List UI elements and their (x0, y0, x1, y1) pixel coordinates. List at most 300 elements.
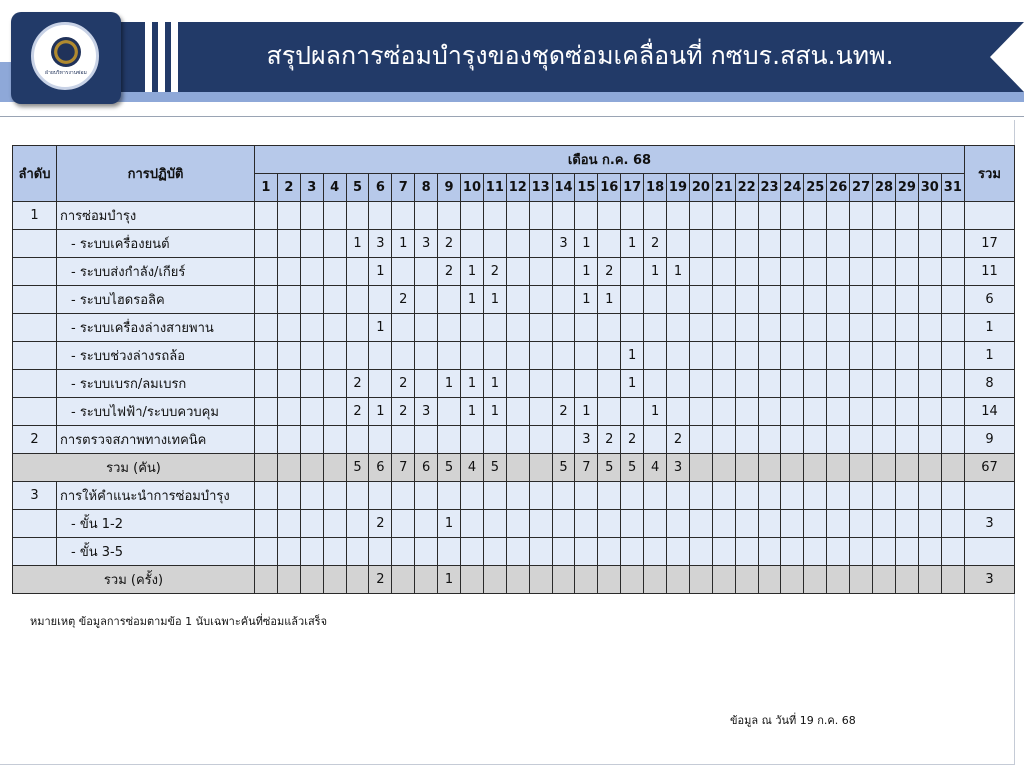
col-header-day: 7 (392, 174, 415, 202)
day-cell: 2 (392, 286, 415, 314)
col-header-task: การปฏิบัติ (57, 146, 255, 202)
col-header-day: 23 (758, 174, 781, 202)
day-cell (712, 314, 735, 342)
day-cell (461, 482, 484, 510)
day-cell (483, 538, 506, 566)
col-header-day: 5 (346, 174, 369, 202)
day-cell (415, 370, 438, 398)
day-cell (277, 426, 300, 454)
day-cell (781, 482, 804, 510)
day-cell (277, 230, 300, 258)
col-header-day: 8 (415, 174, 438, 202)
day-cell (735, 482, 758, 510)
day-cell (873, 538, 896, 566)
day-cell (644, 482, 667, 510)
day-cell (918, 538, 941, 566)
day-cell (758, 566, 781, 594)
day-cell (506, 538, 529, 566)
day-cell (415, 426, 438, 454)
day-cell (529, 482, 552, 510)
day-cell (323, 342, 346, 370)
day-cell: 1 (369, 258, 392, 286)
day-cell (598, 398, 621, 426)
day-cell (758, 258, 781, 286)
day-cell (323, 314, 346, 342)
day-cell (667, 370, 690, 398)
day-cell (941, 258, 964, 286)
day-cell (827, 370, 850, 398)
day-cell (575, 202, 598, 230)
day-cell (323, 482, 346, 510)
day-cell (323, 566, 346, 594)
day-cell (758, 426, 781, 454)
day-cell (415, 566, 438, 594)
day-cell (300, 314, 323, 342)
col-header-day: 11 (483, 174, 506, 202)
day-cell (850, 566, 873, 594)
day-cell: 3 (575, 426, 598, 454)
row-number (13, 370, 57, 398)
day-cell (506, 482, 529, 510)
day-cell (438, 398, 461, 426)
day-cell: 5 (346, 454, 369, 482)
day-cell: 2 (392, 398, 415, 426)
day-cell (827, 314, 850, 342)
day-cell (712, 230, 735, 258)
day-cell (644, 426, 667, 454)
row-total: 11 (964, 258, 1014, 286)
row-total: 14 (964, 398, 1014, 426)
day-cell: 3 (415, 398, 438, 426)
day-cell (827, 482, 850, 510)
day-cell: 1 (461, 370, 484, 398)
day-cell: 2 (392, 370, 415, 398)
day-cell (918, 482, 941, 510)
day-cell: 5 (483, 454, 506, 482)
col-header-month: เดือน ก.ค. 68 (255, 146, 965, 174)
day-cell (827, 566, 850, 594)
day-cell (689, 538, 712, 566)
row-number (13, 342, 57, 370)
day-cell (621, 314, 644, 342)
day-cell (895, 314, 918, 342)
day-cell (461, 202, 484, 230)
day-cell (781, 454, 804, 482)
row-total: 17 (964, 230, 1014, 258)
col-header-day: 6 (369, 174, 392, 202)
day-cell: 6 (415, 454, 438, 482)
row-number (13, 510, 57, 538)
day-cell (552, 342, 575, 370)
header-stripe (158, 22, 165, 92)
day-cell: 1 (438, 510, 461, 538)
day-cell (895, 454, 918, 482)
gear-emblem-icon (51, 37, 81, 67)
day-cell (689, 202, 712, 230)
day-cell (392, 426, 415, 454)
row-total (964, 202, 1014, 230)
day-cell (255, 314, 278, 342)
day-cell (827, 342, 850, 370)
day-cell (689, 370, 712, 398)
day-cell (323, 202, 346, 230)
day-cell (850, 538, 873, 566)
row-number (13, 314, 57, 342)
day-cell: 1 (621, 230, 644, 258)
total-label: รวม (ครั้ง) (13, 566, 255, 594)
day-cell (621, 258, 644, 286)
day-cell (712, 286, 735, 314)
day-cell (827, 426, 850, 454)
day-cell (689, 426, 712, 454)
table-row (13, 286, 1015, 314)
day-cell (735, 566, 758, 594)
day-cell (552, 426, 575, 454)
day-cell (873, 482, 896, 510)
day-cell (895, 202, 918, 230)
day-cell: 3 (369, 230, 392, 258)
day-cell (827, 202, 850, 230)
day-cell (277, 314, 300, 342)
day-cell (735, 286, 758, 314)
day-cell (781, 314, 804, 342)
day-cell (369, 202, 392, 230)
day-cell (506, 398, 529, 426)
day-cell (529, 398, 552, 426)
row-number (13, 258, 57, 286)
day-cell (255, 230, 278, 258)
row-label: - ระบบช่วงล่างรถล้อ (57, 342, 255, 370)
day-cell (827, 258, 850, 286)
day-cell (941, 286, 964, 314)
day-cell (941, 398, 964, 426)
day-cell (850, 258, 873, 286)
day-cell (873, 314, 896, 342)
total-row (13, 454, 1015, 482)
day-cell (735, 510, 758, 538)
day-cell: 1 (644, 398, 667, 426)
day-cell (438, 342, 461, 370)
data-as-of: ข้อมูล ณ วันที่ 19 ก.ค. 68 (730, 714, 856, 727)
day-cell (918, 202, 941, 230)
day-cell (758, 314, 781, 342)
day-cell (804, 454, 827, 482)
day-cell: 1 (667, 258, 690, 286)
day-cell (438, 426, 461, 454)
day-cell (873, 230, 896, 258)
day-cell (918, 566, 941, 594)
day-cell (895, 566, 918, 594)
col-header-day: 19 (667, 174, 690, 202)
day-cell (941, 510, 964, 538)
day-cell (552, 538, 575, 566)
day-cell (415, 202, 438, 230)
col-header-no: ลำดับ (13, 146, 57, 202)
day-cell (506, 230, 529, 258)
day-cell (758, 510, 781, 538)
day-cell (689, 566, 712, 594)
day-cell (300, 202, 323, 230)
day-cell: 4 (461, 454, 484, 482)
day-cell (667, 566, 690, 594)
day-cell (392, 538, 415, 566)
day-cell (918, 370, 941, 398)
day-cell (323, 230, 346, 258)
day-cell (461, 342, 484, 370)
header-stripe (145, 22, 152, 92)
col-header-day: 3 (300, 174, 323, 202)
col-header-day: 4 (323, 174, 346, 202)
day-cell (667, 342, 690, 370)
day-cell (300, 426, 323, 454)
day-cell (873, 510, 896, 538)
day-cell (598, 314, 621, 342)
day-cell (781, 258, 804, 286)
day-cell (712, 370, 735, 398)
day-cell (346, 258, 369, 286)
day-cell (346, 566, 369, 594)
day-cell (392, 482, 415, 510)
day-cell (529, 202, 552, 230)
day-cell: 1 (483, 370, 506, 398)
col-header-total: รวม (964, 146, 1014, 202)
day-cell (255, 398, 278, 426)
day-cell (827, 454, 850, 482)
row-label: - ขั้น 3-5 (57, 538, 255, 566)
day-cell (644, 538, 667, 566)
col-header-day: 22 (735, 174, 758, 202)
day-cell (689, 510, 712, 538)
day-cell (300, 566, 323, 594)
day-cell (873, 566, 896, 594)
day-cell (667, 510, 690, 538)
day-cell (735, 398, 758, 426)
day-cell (346, 286, 369, 314)
day-cell (575, 314, 598, 342)
day-cell (850, 370, 873, 398)
day-cell (255, 370, 278, 398)
day-cell (598, 230, 621, 258)
day-cell (529, 370, 552, 398)
day-cell (804, 314, 827, 342)
col-header-day: 31 (941, 174, 964, 202)
day-cell (598, 370, 621, 398)
day-cell (598, 482, 621, 510)
row-total: 9 (964, 426, 1014, 454)
day-cell (735, 370, 758, 398)
day-cell (392, 342, 415, 370)
row-number (13, 398, 57, 426)
day-cell (667, 398, 690, 426)
day-cell (735, 426, 758, 454)
day-cell (575, 370, 598, 398)
col-header-day: 25 (804, 174, 827, 202)
day-cell (506, 454, 529, 482)
day-cell: 2 (346, 398, 369, 426)
day-cell (621, 482, 644, 510)
day-cell (506, 202, 529, 230)
day-cell (506, 342, 529, 370)
row-number: 1 (13, 202, 57, 230)
day-cell (621, 286, 644, 314)
day-cell: 1 (575, 230, 598, 258)
day-cell (438, 538, 461, 566)
day-cell (300, 370, 323, 398)
day-cell (255, 566, 278, 594)
day-cell (392, 314, 415, 342)
day-cell (438, 482, 461, 510)
row-label: - ระบบส่งกำลัง/เกียร์ (57, 258, 255, 286)
day-cell (529, 258, 552, 286)
day-cell: 1 (461, 286, 484, 314)
table-row (13, 230, 1015, 258)
table-row (13, 538, 1015, 566)
day-cell (506, 510, 529, 538)
day-cell: 2 (438, 230, 461, 258)
day-cell (895, 510, 918, 538)
day-cell (758, 342, 781, 370)
col-header-day: 10 (461, 174, 484, 202)
day-cell (323, 454, 346, 482)
day-cell (483, 510, 506, 538)
day-cell (827, 398, 850, 426)
day-cell (667, 314, 690, 342)
total-row (13, 566, 1015, 594)
day-cell (575, 342, 598, 370)
col-header-day: 27 (850, 174, 873, 202)
day-cell (506, 258, 529, 286)
day-cell: 5 (438, 454, 461, 482)
day-cell: 1 (392, 230, 415, 258)
day-cell (461, 566, 484, 594)
day-cell (918, 426, 941, 454)
day-cell (483, 230, 506, 258)
day-cell (735, 314, 758, 342)
day-cell: 1 (621, 370, 644, 398)
logo-box (11, 12, 121, 104)
day-cell (415, 314, 438, 342)
day-cell (735, 342, 758, 370)
day-cell (827, 510, 850, 538)
day-cell (255, 342, 278, 370)
day-cell (529, 230, 552, 258)
day-cell: 2 (483, 258, 506, 286)
day-cell (735, 202, 758, 230)
day-cell: 7 (575, 454, 598, 482)
day-cell (644, 202, 667, 230)
table-row (13, 202, 1015, 230)
day-cell (667, 230, 690, 258)
row-number (13, 538, 57, 566)
day-cell: 1 (483, 398, 506, 426)
day-cell (529, 454, 552, 482)
day-cell (918, 398, 941, 426)
day-cell (300, 286, 323, 314)
day-cell (598, 510, 621, 538)
day-cell (712, 342, 735, 370)
day-cell (438, 202, 461, 230)
day-cell (621, 202, 644, 230)
day-cell (689, 398, 712, 426)
day-cell: 1 (644, 258, 667, 286)
day-cell (804, 398, 827, 426)
day-cell (667, 482, 690, 510)
day-cell (873, 426, 896, 454)
day-cell (255, 258, 278, 286)
day-cell (461, 230, 484, 258)
day-cell (804, 342, 827, 370)
col-header-day: 13 (529, 174, 552, 202)
day-cell (598, 202, 621, 230)
day-cell (392, 566, 415, 594)
day-cell (300, 482, 323, 510)
day-cell (735, 454, 758, 482)
day-cell (506, 314, 529, 342)
day-cell (369, 342, 392, 370)
day-cell (873, 202, 896, 230)
day-cell: 2 (621, 426, 644, 454)
day-cell (804, 426, 827, 454)
day-cell (277, 258, 300, 286)
day-cell (712, 566, 735, 594)
day-cell (575, 538, 598, 566)
day-cell (415, 538, 438, 566)
col-header-day: 14 (552, 174, 575, 202)
col-header-day: 18 (644, 174, 667, 202)
day-cell (895, 426, 918, 454)
col-header-day: 29 (895, 174, 918, 202)
day-cell: 1 (438, 566, 461, 594)
col-header-day: 26 (827, 174, 850, 202)
day-cell (300, 454, 323, 482)
day-cell (895, 482, 918, 510)
day-cell (781, 342, 804, 370)
day-cell: 3 (667, 454, 690, 482)
table-row (13, 314, 1015, 342)
col-header-day: 30 (918, 174, 941, 202)
row-number (13, 230, 57, 258)
day-cell (850, 454, 873, 482)
day-cell (300, 398, 323, 426)
day-cell (300, 538, 323, 566)
day-cell (644, 286, 667, 314)
day-cell (506, 566, 529, 594)
day-cell (529, 566, 552, 594)
day-cell (689, 286, 712, 314)
day-cell (644, 566, 667, 594)
day-cell (895, 342, 918, 370)
day-cell (850, 510, 873, 538)
day-cell (529, 510, 552, 538)
row-label: การตรวจสภาพทางเทคนิค (57, 426, 255, 454)
day-cell (300, 342, 323, 370)
row-total: 1 (964, 314, 1014, 342)
day-cell (392, 258, 415, 286)
day-cell (850, 230, 873, 258)
day-cell: 1 (598, 286, 621, 314)
col-header-day: 20 (689, 174, 712, 202)
day-cell (781, 202, 804, 230)
day-cell (506, 426, 529, 454)
day-cell (781, 398, 804, 426)
day-cell (758, 370, 781, 398)
day-cell (781, 538, 804, 566)
day-cell (369, 286, 392, 314)
day-cell (277, 286, 300, 314)
day-cell (689, 314, 712, 342)
day-cell (277, 482, 300, 510)
col-header-day: 1 (255, 174, 278, 202)
